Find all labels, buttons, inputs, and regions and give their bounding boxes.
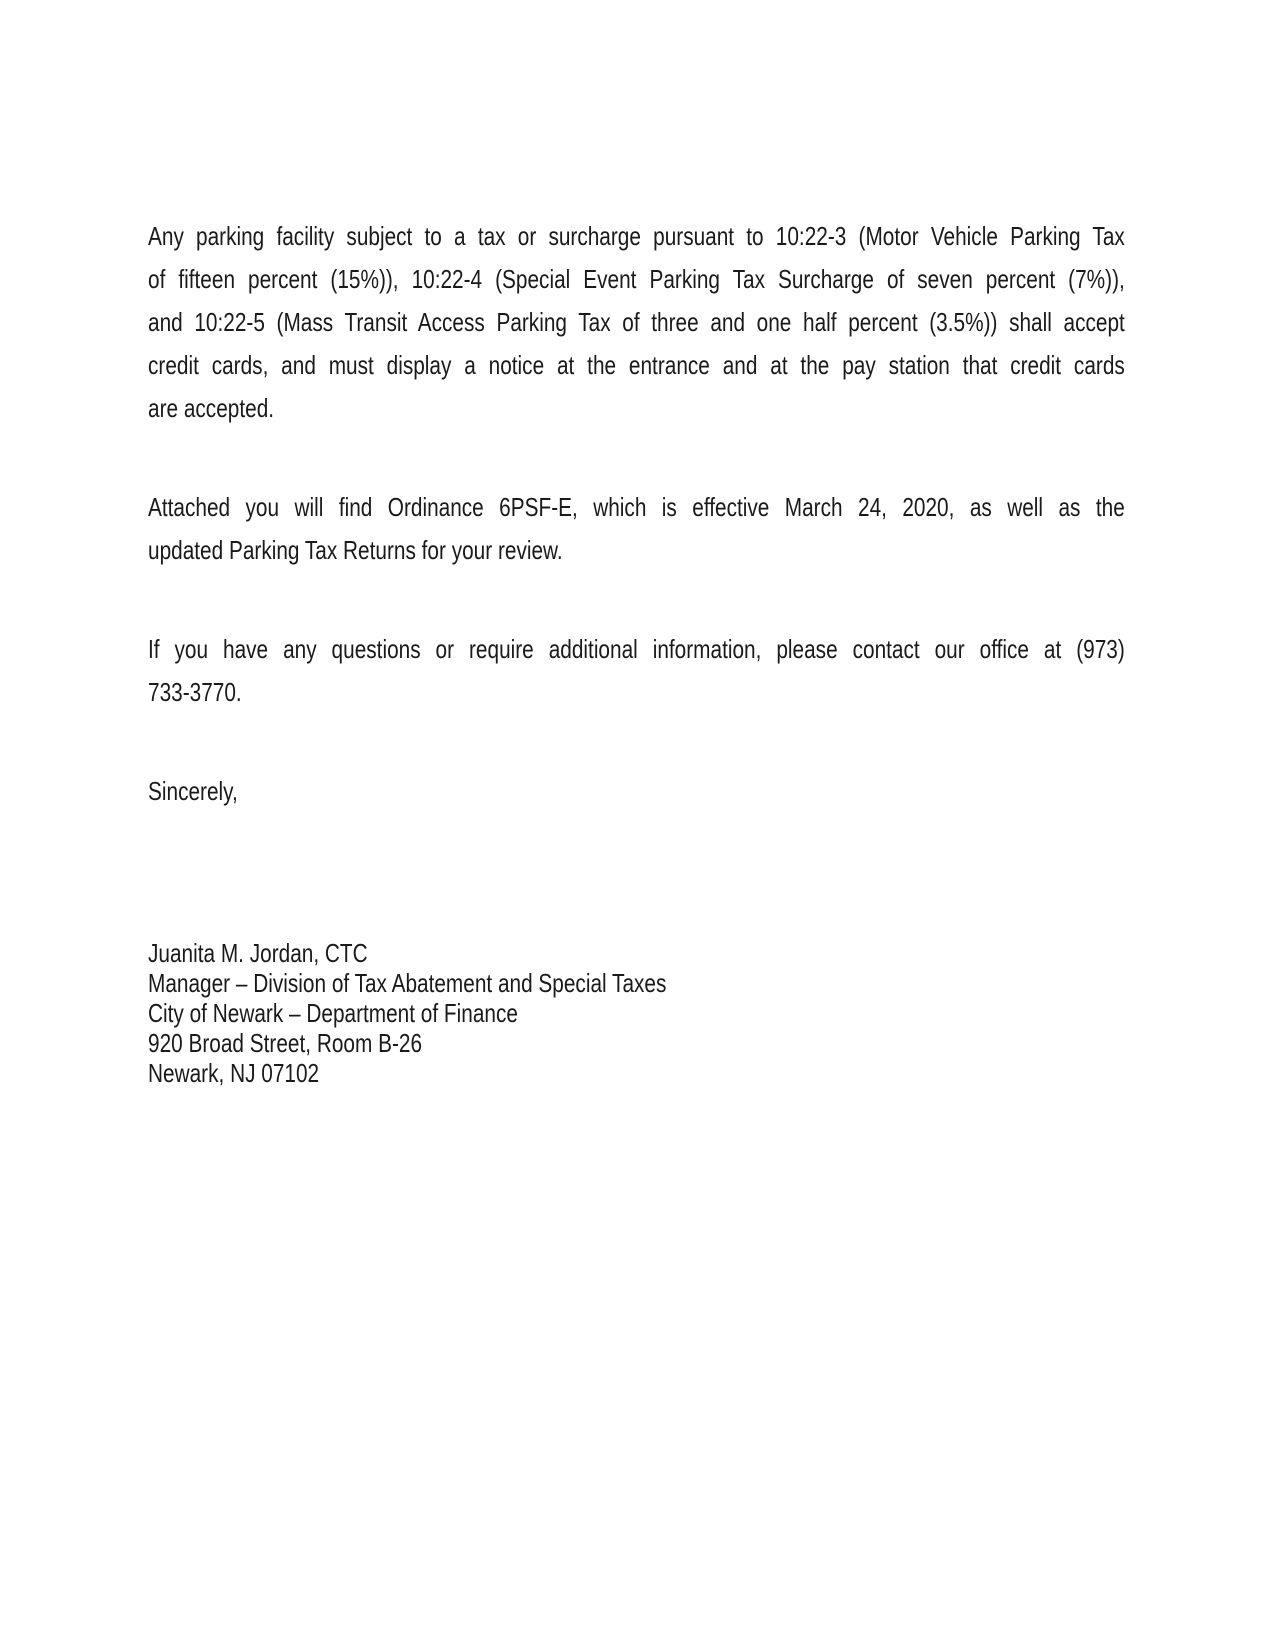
paragraph-line: updated Parking Tax Returns for your review. xyxy=(148,535,563,565)
closing-salutation: Sincerely, xyxy=(148,776,238,806)
paragraph-line: If you have any questions or require additional information, please contact our office at (973) xyxy=(148,634,1125,664)
signature-title: Manager – Division of Tax Abatement and Special Taxes xyxy=(148,968,667,998)
paragraph-line: credit cards, and must display a notice at the entrance and at the pay station that credit cards xyxy=(148,350,1125,380)
paragraph-line: of fifteen percent (15%)), 10:22-4 (Special Event Parking Tax Surcharge of seven percent (7%)), xyxy=(148,264,1125,294)
paragraph-line: 733-3770. xyxy=(148,677,242,707)
paragraph-line: Attached you will find Ordinance 6PSF-E, which is effective March 24, 2020, as well as the xyxy=(148,492,1125,522)
paragraph-parking-tax xyxy=(148,215,1125,430)
paragraph-line: and 10:22-5 (Mass Transit Access Parking Tax of three and one half percent (3.5%)) shall accept xyxy=(148,307,1125,337)
signature-address-city: Newark, NJ 07102 xyxy=(148,1058,320,1088)
signature-organization: City of Newark – Department of Finance xyxy=(148,998,518,1028)
signature-address-street: 920 Broad Street, Room B-26 xyxy=(148,1028,423,1058)
paragraph-line: are accepted. xyxy=(148,393,275,423)
paragraph-contact xyxy=(148,628,1125,714)
signature-name: Juanita M. Jordan, CTC xyxy=(148,938,368,968)
signature-block xyxy=(148,938,1125,1088)
paragraph-attachment xyxy=(148,486,1125,572)
paragraph-line: Any parking facility subject to a tax or surcharge pursuant to 10:22-3 (Motor Vehicle Parking Tax xyxy=(148,221,1125,251)
letter-body xyxy=(148,215,1125,1088)
